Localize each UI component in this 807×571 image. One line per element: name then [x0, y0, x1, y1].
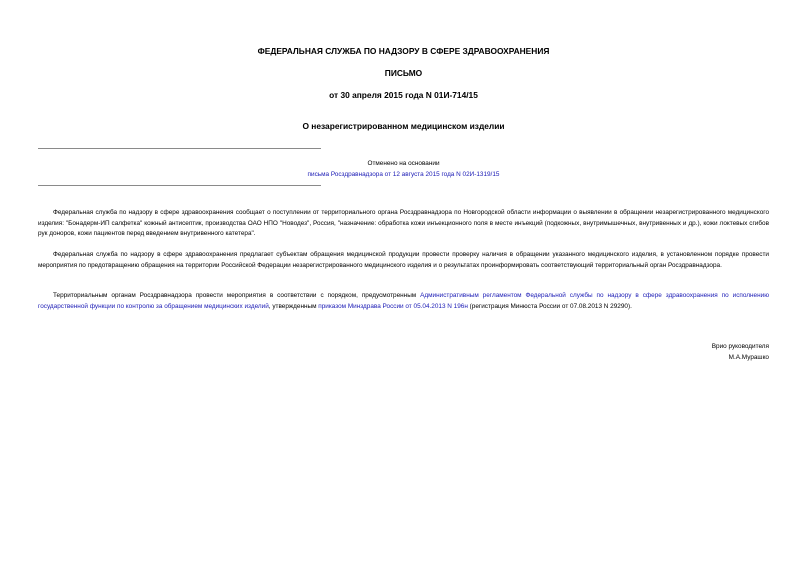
order-link[interactable]: приказом Минздрава России от 05.04.2013 N 196н [318, 302, 468, 310]
regulation-link[interactable]: Административным регламентом Федеральной службы по надзору в сфере здравоохранения по исполнению государственной функции по контролю за обращением медицинских изделий [38, 292, 769, 310]
divider-bottom [38, 185, 321, 186]
paragraph-3 [38, 291, 769, 312]
divider-top [38, 148, 321, 149]
cancellation-note: Отменено на основании [367, 160, 440, 167]
document-subject: О незарегистрированном медицинском изделии [302, 121, 505, 131]
paragraph-1: Федеральная служба по надзору в сфере здравоохранения сообщает о поступлении от территориального органа Росздравнадзора по Новгородской области информации о выявлении в обращении незарегистрированного медицинского изделия: "Бонадерм-ИП салфетка" кожный антисептик, производства ОАО НПО "Новодез", Россия, "назначение: обработка кожи инъекционного поля в месте инъекций (подкожных, внутримышечных, внутривенных и др.), кожи локтевых сгибов рук доноров, кожи пациентов перед введением внутривенного катетера". [38, 209, 769, 237]
paragraph-3-text-a: Территориальным органам Росздравнадзора провести мероприятия в соответствии с порядком, предусмотренным [53, 292, 421, 299]
signature-block [712, 342, 769, 363]
agency-heading: ФЕДЕРАЛЬНАЯ СЛУЖБА ПО НАДЗОРУ В СФЕРЕ ЗДРАВООХРАНЕНИЯ [257, 46, 550, 56]
document-type: ПИСЬМО [384, 68, 423, 78]
cancellation-link[interactable]: письма Росздравнадзора от 12 августа 2015 года N 02И-1319/15 [307, 171, 500, 178]
signature-name: М.А.Мурашко [728, 353, 769, 361]
signature-title: Врио руководителя [711, 343, 769, 350]
paragraph-3-text-c: (регистрация Минюста России от 07.08.2013 N 29290). [467, 302, 632, 310]
paragraph-2: Федеральная служба по надзору в сфере здравоохранения предлагает субъектам обращения медицинской продукции провести проверку наличия в обращении указанного медицинского изделия, в установленном порядке провести мероприятия по предотвращению обращения на территории Российской Федерации незарегистрированного медицинского изделия и о результатах проинформировать соответствующий территориальный орган Росздравнадзора. [38, 251, 769, 269]
paragraph-3-text-b: , утвержденным [268, 302, 319, 310]
document-date-number: от 30 апреля 2015 года N 01И-714/15 [329, 90, 478, 100]
